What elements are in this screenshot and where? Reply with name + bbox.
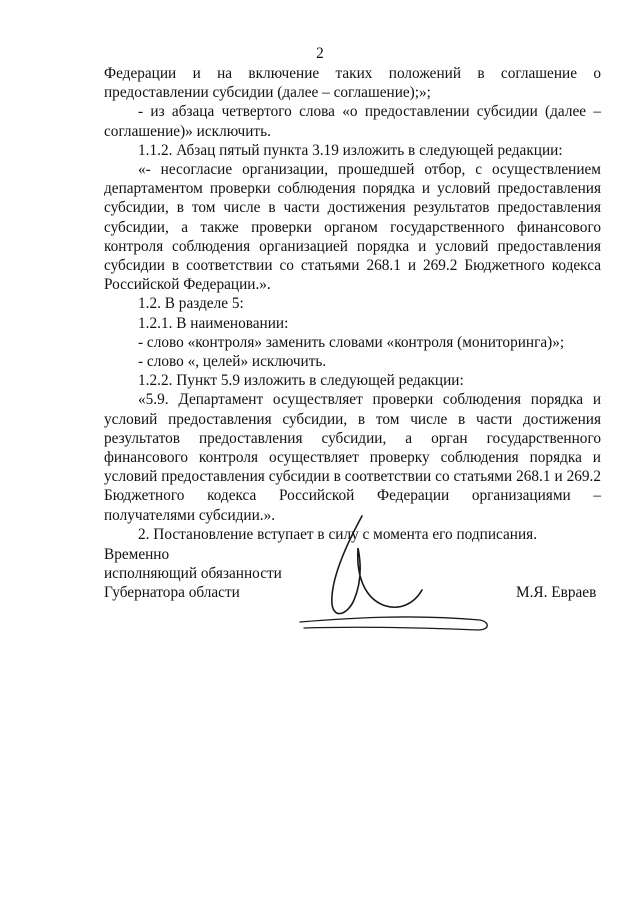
paragraph: - слово «, целей» исключить. [138,353,327,371]
handwritten-signature [290,508,500,638]
paragraph: 2. Постановление вступает в силу с момента его подписания. [138,525,538,543]
paragraph: «- несогласие организации, прошедшей отбор, с осуществлением департаментом проверки соблюдения порядка и условий предоставления субсидии, в том числе в части достижения результатов предоставления субсидии, а также проверки органом государственного финансового контроля соблюдения организацией порядка и условий предоставления субсидии в соответствии со статьями 268.1 и 269.2 Бюджетного кодекса Российской Федерации.». [104,161,601,294]
signatory-title-line: исполняющий обязанности [104,565,282,582]
signatory-name: М.Я. Евраев [516,584,597,601]
page-number: 2 [316,45,324,62]
paragraph: «5.9. Департамент осуществляет проверки соблюдения порядка и условий предоставления субсидии, в том числе в части достижения результатов предоставления субсидии, а орган государственного финансового контроля осуществляет проверку соблюдения порядка и условий предоставления субсидии в соответствии со статьями 268.1 и 269.2 Бюджетного кодекса Российской Федерации организациями – получателями субсидии.». [104,391,601,524]
signatory-title-line: Губернатора области [104,584,240,601]
paragraph: - из абзаца четвертого слова «о предоставлении субсидии (далее – соглашение)» исключить. [104,103,601,140]
document-body [104,64,601,544]
signatory-title-line: Временно [104,546,170,563]
paragraph: 1.2.2. Пункт 5.9 изложить в следующей редакции: [138,372,464,390]
paragraph: Федерации и на включение таких положений в соглашение о предоставлении субсидии (далее – соглашение);»; [104,65,601,102]
paragraph: - слово «контроля» заменить словами «контроля (мониторинга)»; [138,333,565,351]
paragraph: 1.2. В разделе 5: [138,295,244,313]
paragraph: 1.1.2. Абзац пятый пункта 3.19 изложить в следующей редакции: [138,141,563,159]
paragraph: 1.2.1. В наименовании: [138,314,289,332]
